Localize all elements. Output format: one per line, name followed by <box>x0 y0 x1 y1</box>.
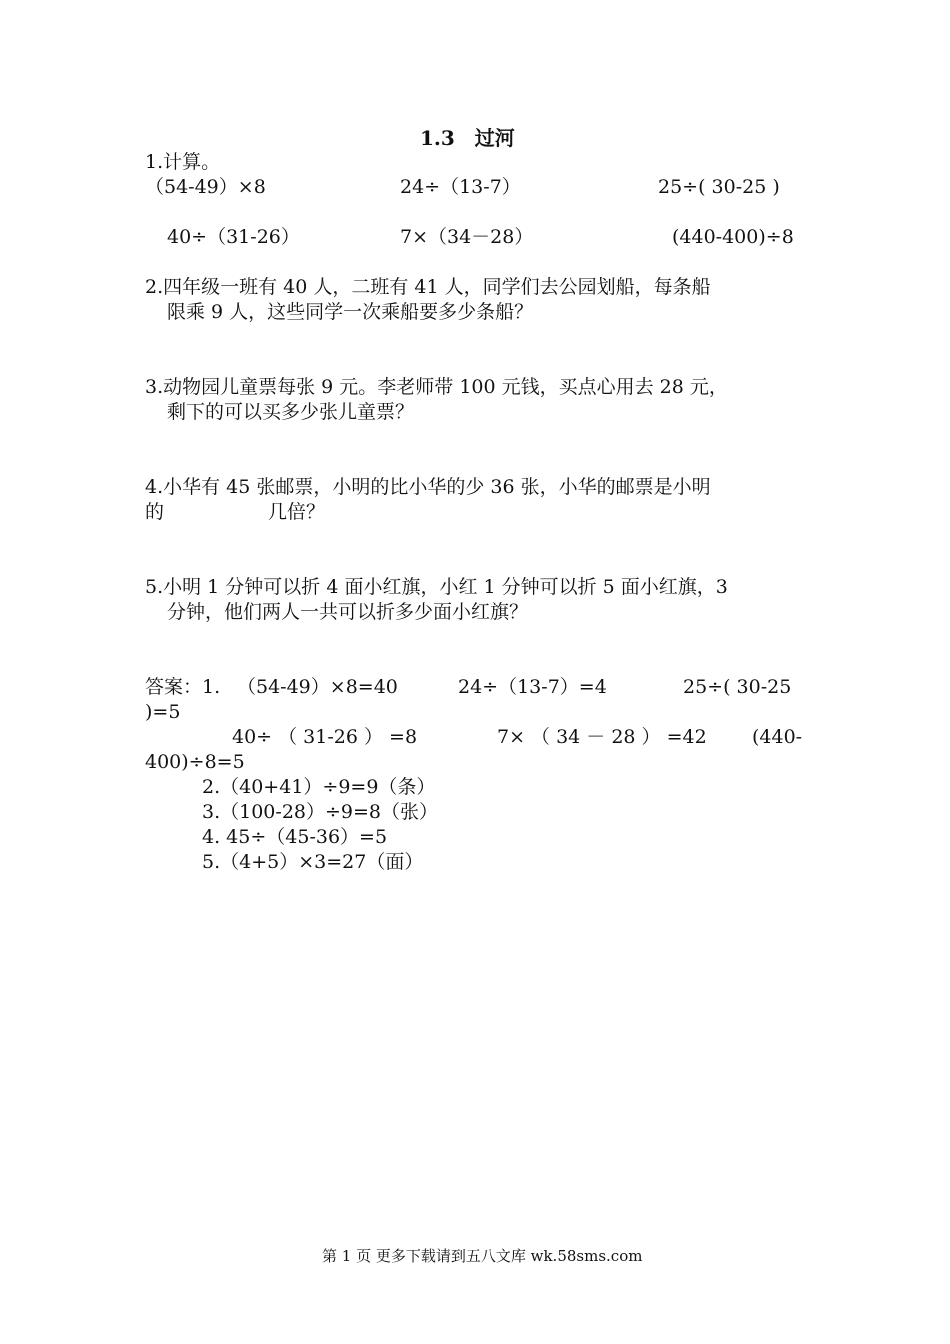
answer-1-2: 24÷（13-7）=4 <box>458 676 607 698</box>
answer-1-6-cont: 400)÷8=5 <box>145 751 245 773</box>
q4-line-2a: 的 <box>145 501 165 523</box>
q1-expr-4: 40÷（31-26） <box>167 226 300 248</box>
q1-label: 1.计算。 <box>145 151 221 173</box>
page-footer: 第 1 页 更多下载请到五八文库 wk.58sms.com <box>322 1247 643 1265</box>
answer-2: 2.（40+41）÷9=9（条） <box>202 776 436 798</box>
q1-expr-1: （54-49）×8 <box>145 176 266 198</box>
q1-expr-6: (440-400)÷8 <box>672 226 794 248</box>
answer-1-4: 40÷ （ 31-26 ） =8 <box>232 726 418 748</box>
answer-1-3: 25÷( 30-25 <box>683 676 792 698</box>
q3-line-1: 3.动物园儿童票每张 9 元。李老师带 100 元钱，买点心用去 28 元， <box>145 376 728 398</box>
answer-3: 3.（100-28）÷9=8（张） <box>202 801 439 823</box>
answer-4: 4. 45÷（45-36）=5 <box>202 826 388 848</box>
answer-1-5: 7× （ 34 － 28 ） =42 <box>497 726 707 748</box>
answer-1-3-cont: )=5 <box>145 701 181 723</box>
q1-expr-2: 24÷（13-7） <box>400 176 521 198</box>
q5-line-2: 分钟，他们两人一共可以折多少面小红旗？ <box>167 601 529 623</box>
q1-expr-3: 25÷( 30-25 ) <box>658 176 780 198</box>
answer-5: 5.（4+5）×3=27（面） <box>202 851 424 873</box>
q4-line-2b: 几倍？ <box>268 501 326 523</box>
q4-line-1: 4.小华有 45 张邮票，小明的比小华的少 36 张，小华的邮票是小明 <box>145 476 711 498</box>
q5-line-1: 5.小明 1 分钟可以折 4 面小红旗，小红 1 分钟可以折 5 面小红旗，3 <box>145 576 728 598</box>
answers-label: 答案：1. <box>145 676 221 698</box>
answer-1-6: (440- <box>752 726 803 748</box>
q1-expr-5: 7×（34－28） <box>400 226 534 248</box>
q2-line-1: 2.四年级一班有 40 人，二班有 41 人，同学们去公园划船，每条船 <box>145 276 711 298</box>
page-title: 1.3 过河 <box>420 126 515 150</box>
answer-1-1: （54-49）×8=40 <box>237 676 398 698</box>
q3-line-2: 剩下的可以买多少张儿童票？ <box>167 401 415 423</box>
q2-line-2: 限乘 9 人，这些同学一次乘船要多少条船？ <box>167 301 534 323</box>
